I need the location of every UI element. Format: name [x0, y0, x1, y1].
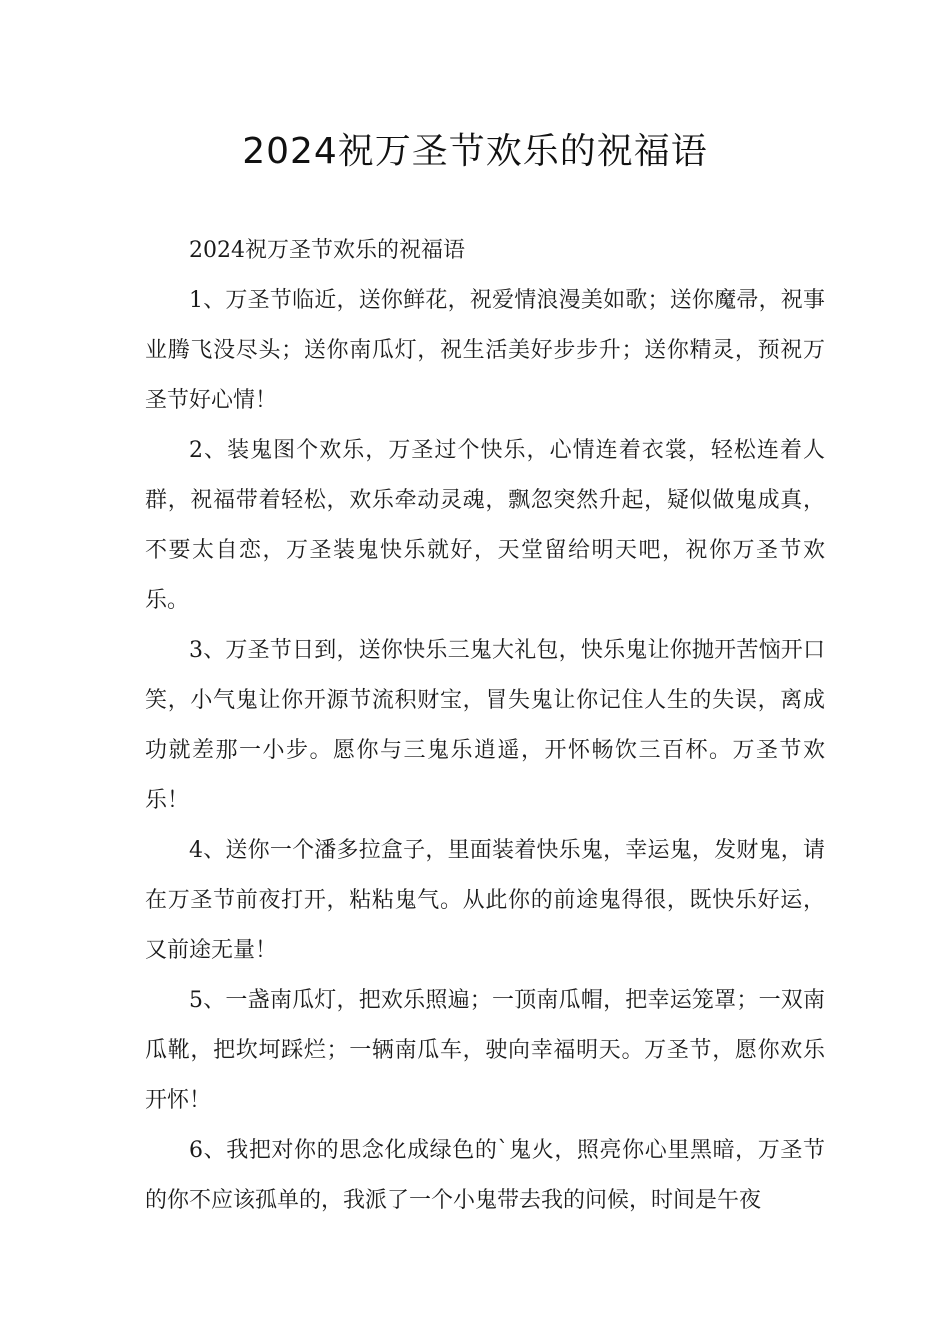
paragraph-5: 5、一盏南瓜灯，把欢乐照遍；一顶南瓜帽，把幸运笼罩；一双南瓜靴，把坎坷踩烂；一辆南瓜车，驶向幸福明天。万圣节，愿你欢乐开怀！: [145, 988, 825, 1113]
document-title: 2024祝万圣节欢乐的祝福语: [242, 131, 708, 172]
paragraph-1: 1、万圣节临近，送你鲜花，祝爱情浪漫美如歌；送你魔帚，祝事业腾飞没尽头；送你南瓜灯，祝生活美好步步升；送你精灵，预祝万圣节好心情！: [145, 288, 825, 413]
document-body: [145, 226, 825, 1226]
paragraph-subtitle: 2024祝万圣节欢乐的祝福语: [189, 238, 465, 263]
paragraph-6: 6、我把对你的思念化成绿色的`鬼火，照亮你心里黑暗，万圣节的你不应该孤单的，我派了一个小鬼带去我的问候，时间是午夜: [145, 1138, 825, 1213]
paragraph-2: 2、装鬼图个欢乐，万圣过个快乐，心情连着衣裳，轻松连着人群，祝福带着轻松，欢乐牵动灵魂，飘忽突然升起，疑似做鬼成真，不要太自恋，万圣装鬼快乐就好，天堂留给明天吧，祝你万圣节欢乐。: [145, 438, 825, 613]
paragraph-3: 3、万圣节日到，送你快乐三鬼大礼包，快乐鬼让你抛开苦恼开口笑，小气鬼让你开源节流积财宝，冒失鬼让你记住人生的失误，离成功就差那一小步。愿你与三鬼乐逍遥，开怀畅饮三百杯。万圣节欢乐！: [145, 638, 825, 813]
paragraph-4: 4、送你一个潘多拉盒子，里面装着快乐鬼，幸运鬼，发财鬼，请在万圣节前夜打开，粘粘鬼气。从此你的前途鬼得很，既快乐好运，又前途无量！: [145, 838, 825, 963]
